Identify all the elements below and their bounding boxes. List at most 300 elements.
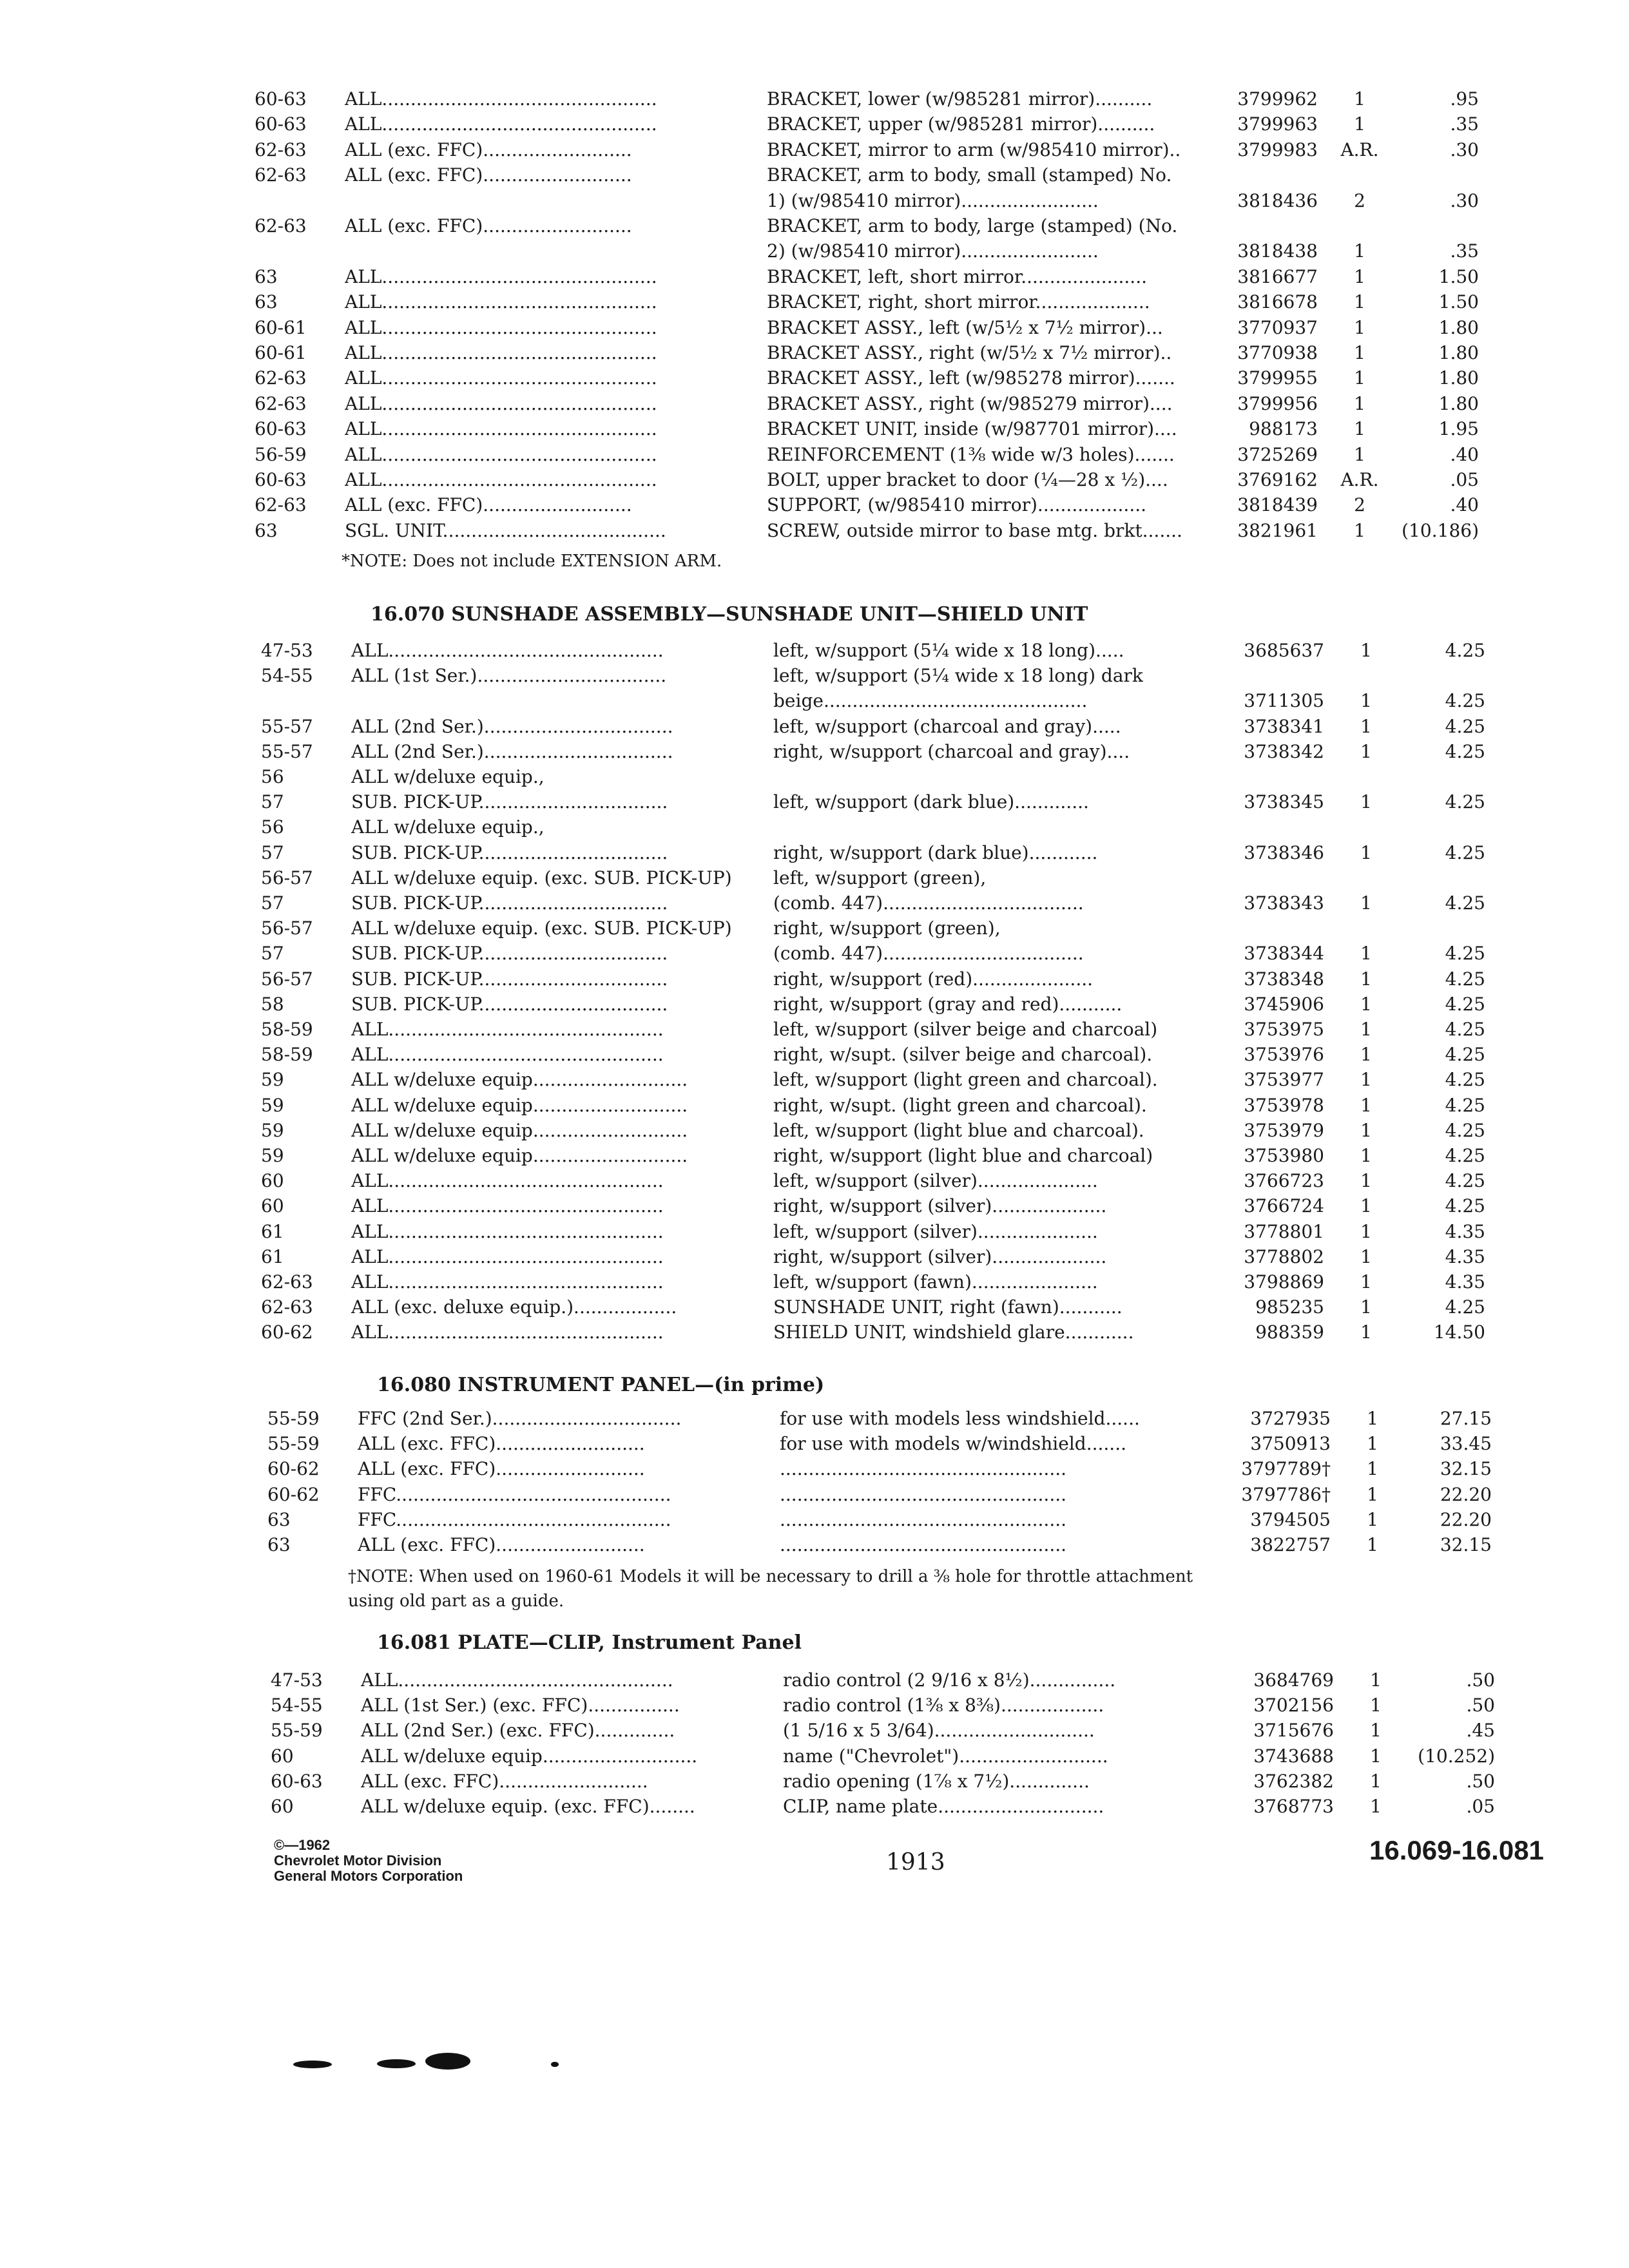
description-cell: BRACKET ASSY., left (w/5½ x 7½ mirror)...	[767, 316, 1163, 338]
year-cell: 59	[261, 1094, 284, 1116]
description-cell: SCREW, outside mirror to base mtg. brkt.......	[767, 519, 1182, 541]
description-cell: for use with models less windshield......	[780, 1408, 1140, 1429]
section-heading-16080: 16.080 INSTRUMENT PANEL—(in prime)	[377, 1374, 825, 1396]
price-cell: 1.80	[1438, 316, 1479, 338]
quantity-cell: 1	[1354, 113, 1365, 135]
parts-row	[261, 941, 1485, 966]
quantity-cell: 1	[1360, 892, 1372, 914]
part-number-cell: 3797786†	[1241, 1483, 1331, 1505]
description-cell: ..................................................	[780, 1534, 1067, 1555]
part-number-cell: 3799955	[1237, 367, 1318, 389]
quantity-cell: 1	[1367, 1508, 1378, 1530]
quantity-cell: 1	[1370, 1770, 1382, 1792]
part-number-cell: 3799956	[1237, 392, 1318, 414]
quantity-cell: 1	[1360, 993, 1372, 1015]
price-cell: 1.80	[1438, 342, 1479, 363]
description-cell: left, w/support (light blue and charcoal).	[773, 1119, 1144, 1141]
quantity-cell: 1	[1360, 1271, 1372, 1293]
quantity-cell: 1	[1354, 316, 1365, 338]
part-number-cell: 3818438	[1237, 240, 1318, 262]
model-cell: ALL................................................	[351, 1170, 664, 1192]
quantity-cell: 1	[1370, 1796, 1382, 1817]
part-number-cell: 3738346	[1244, 841, 1324, 863]
scan-smudge	[551, 2062, 559, 2067]
parts-row	[261, 1193, 1485, 1219]
year-cell: 60-63	[255, 113, 307, 135]
model-cell: SUB. PICK-UP.................................	[351, 892, 668, 914]
model-cell: SUB. PICK-UP.................................	[351, 993, 668, 1015]
model-cell: ALL................................................	[345, 367, 657, 389]
part-number-cell: 3738344	[1244, 943, 1324, 965]
part-number-cell: 3753980	[1244, 1145, 1324, 1166]
quantity-cell: 1	[1360, 740, 1372, 762]
description-cell: (1 5/16 x 5 3/64)............................	[783, 1720, 1095, 1742]
year-cell: 63	[255, 519, 278, 541]
parts-row	[261, 890, 1485, 916]
model-cell: FFC................................................	[358, 1483, 671, 1505]
part-number-cell: 988173	[1249, 418, 1318, 440]
quantity-cell: 1	[1367, 1534, 1378, 1555]
price-cell: 22.20	[1440, 1508, 1492, 1530]
year-cell: 57	[261, 892, 284, 914]
price-cell: 4.25	[1445, 640, 1485, 661]
parts-row	[255, 238, 1479, 264]
description-cell: BRACKET UNIT, inside (w/987701 mirror)....	[767, 418, 1177, 440]
description-cell: right, w/support (green),	[773, 918, 1001, 939]
quantity-cell: 1	[1360, 1195, 1372, 1217]
quantity-cell: 1	[1360, 943, 1372, 965]
year-cell: 63	[267, 1534, 291, 1555]
description-cell: BRACKET, right, short mirror....................	[767, 291, 1150, 313]
part-number-cell: 3797789†	[1241, 1458, 1331, 1480]
quantity-cell: 1	[1360, 715, 1372, 737]
description-cell: REINFORCEMENT (1⅜ wide w/3 holes).......	[767, 443, 1175, 465]
year-cell: 55-59	[267, 1433, 320, 1455]
quantity-cell: A.R.	[1340, 469, 1379, 490]
model-cell: ALL................................................	[345, 469, 657, 490]
price-cell: 4.35	[1445, 1271, 1485, 1293]
model-cell: ALL................................................	[351, 1220, 664, 1242]
model-cell: ALL w/deluxe equip.,	[351, 816, 545, 838]
quantity-cell: 1	[1367, 1458, 1378, 1480]
description-cell: for use with models w/windshield.......	[780, 1433, 1127, 1455]
model-cell: FFC................................................	[358, 1508, 671, 1530]
parts-row	[255, 442, 1479, 468]
year-cell: 60-61	[255, 316, 307, 338]
parts-row	[271, 1769, 1495, 1794]
model-cell: ALL (exc. FFC)..........................	[345, 215, 632, 236]
description-cell: 2) (w/985410 mirror)........................	[767, 240, 1099, 262]
price-cell: .50	[1466, 1695, 1495, 1716]
part-number-cell: 3799983	[1237, 139, 1318, 160]
model-cell: ALL (2nd Ser.).................................	[351, 740, 673, 762]
price-cell: 4.25	[1445, 993, 1485, 1015]
part-number-cell: 3738348	[1244, 968, 1324, 990]
model-cell: SGL. UNIT.......................................	[345, 519, 666, 541]
year-cell: 60-62	[267, 1458, 320, 1480]
price-cell: 4.35	[1445, 1220, 1485, 1242]
description-cell: left, w/support (silver).....................	[773, 1220, 1098, 1242]
description-cell: beige..............................................	[773, 690, 1088, 712]
note-extension-arm: *NOTE: Does not include EXTENSION ARM.	[342, 552, 722, 571]
parts-row	[267, 1482, 1492, 1508]
model-cell: ALL (2nd Ser.) (exc. FFC)..............	[361, 1720, 675, 1742]
description-cell: ..................................................	[780, 1458, 1067, 1480]
year-cell: 55-59	[271, 1720, 323, 1742]
year-cell: 60-63	[255, 469, 307, 490]
quantity-cell: 1	[1370, 1669, 1382, 1691]
description-cell: ..................................................	[780, 1483, 1067, 1505]
year-cell: 60	[261, 1195, 284, 1217]
quantity-cell: 2	[1354, 494, 1365, 516]
page-number: 1913	[886, 1849, 945, 1876]
year-cell: 63	[255, 291, 278, 313]
year-cell: 60-62	[261, 1321, 313, 1343]
year-cell: 61	[261, 1220, 284, 1242]
parts-row	[271, 1744, 1495, 1769]
part-number-cell: 3816677	[1237, 265, 1318, 287]
quantity-cell: 1	[1354, 519, 1365, 541]
year-cell: 59	[261, 1119, 284, 1141]
parts-row	[255, 264, 1479, 290]
description-cell: name ("Chevrolet")..........................	[783, 1745, 1108, 1767]
parts-row	[255, 492, 1479, 518]
year-cell: 62-63	[261, 1271, 313, 1293]
model-cell: ALL................................................	[351, 1019, 664, 1040]
parts-row	[261, 992, 1485, 1017]
part-number-cell: 3794505	[1250, 1508, 1331, 1530]
quantity-cell: 1	[1367, 1408, 1378, 1429]
part-number-cell: 3702156	[1253, 1695, 1334, 1716]
year-cell: 59	[261, 1069, 284, 1091]
copyright-line: ©—1962	[274, 1837, 331, 1853]
parts-row	[267, 1507, 1492, 1533]
model-cell: ALL................................................	[345, 443, 657, 465]
model-cell: ALL................................................	[345, 418, 657, 440]
parts-row	[261, 1294, 1485, 1320]
part-number-cell: 3822757	[1250, 1534, 1331, 1555]
parts-row	[261, 1269, 1485, 1295]
model-cell: ALL (1st Ser.) (exc. FFC)................	[361, 1695, 680, 1716]
year-cell: 56-57	[261, 968, 313, 990]
part-number-cell: 985235	[1255, 1296, 1324, 1318]
parts-row	[261, 1017, 1485, 1043]
parts-row	[255, 137, 1479, 163]
description-cell: left, w/support (silver beige and charcoal)	[773, 1019, 1158, 1040]
part-number-cell: 3750913	[1250, 1433, 1331, 1455]
parts-row	[261, 814, 1485, 840]
parts-row	[261, 1143, 1485, 1169]
price-cell: 1.95	[1438, 418, 1479, 440]
parts-row	[261, 1067, 1485, 1093]
part-number-cell: 3766723	[1244, 1170, 1324, 1192]
model-cell: ALL................................................	[345, 291, 657, 313]
parts-row	[261, 916, 1485, 941]
description-cell: SUNSHADE UNIT, right (fawn)...........	[773, 1296, 1123, 1318]
quantity-cell: 1	[1370, 1745, 1382, 1767]
part-number-cell: 3738343	[1244, 892, 1324, 914]
quantity-cell: A.R.	[1340, 139, 1379, 160]
price-cell: .45	[1466, 1720, 1495, 1742]
parts-row	[271, 1693, 1495, 1718]
section-heading-16070: 16.070 SUNSHADE ASSEMBLY—SUNSHADE UNIT—SHIELD UNIT	[371, 603, 1088, 626]
description-cell: ..................................................	[780, 1508, 1067, 1530]
description-cell: SUPPORT, (w/985410 mirror)...................	[767, 494, 1147, 516]
description-cell: left, w/support (charcoal and gray).....	[773, 715, 1121, 737]
year-cell: 47-53	[261, 640, 313, 661]
quantity-cell: 1	[1360, 841, 1372, 863]
part-number-cell: 3799962	[1237, 88, 1318, 110]
price-cell: .35	[1450, 113, 1479, 135]
year-cell: 62-63	[255, 494, 307, 516]
year-cell: 55-57	[261, 715, 313, 737]
price-cell: .95	[1450, 88, 1479, 110]
parts-row	[255, 162, 1479, 188]
quantity-cell: 1	[1354, 265, 1365, 287]
parts-row	[261, 1168, 1485, 1194]
year-cell: 57	[261, 943, 284, 965]
description-cell: BRACKET, arm to body, small (stamped) No.	[767, 164, 1172, 186]
description-cell: radio control (2 9/16 x 8½)...............	[783, 1669, 1116, 1691]
model-cell: ALL (1st Ser.).................................	[351, 665, 667, 687]
model-cell: SUB. PICK-UP.................................	[351, 791, 668, 813]
year-cell: 62-63	[255, 139, 307, 160]
description-cell: right, w/support (silver)....................	[773, 1245, 1107, 1267]
part-number-cell: 3738341	[1244, 715, 1324, 737]
part-number-cell: 3738345	[1244, 791, 1324, 813]
part-number-cell: 3753979	[1244, 1119, 1324, 1141]
description-cell: right, w/support (charcoal and gray)....	[773, 740, 1130, 762]
parts-row	[261, 966, 1485, 992]
price-cell: .05	[1466, 1796, 1495, 1817]
price-cell: .30	[1450, 189, 1479, 211]
quantity-cell: 1	[1360, 690, 1372, 712]
model-cell: ALL................................................	[345, 88, 657, 110]
model-cell: ALL................................................	[345, 316, 657, 338]
year-cell: 60	[271, 1745, 294, 1767]
part-number-cell: 3685637	[1244, 640, 1324, 661]
price-cell: 4.25	[1445, 715, 1485, 737]
part-number-cell: 3745906	[1244, 993, 1324, 1015]
parts-row	[267, 1431, 1492, 1457]
part-number-cell: 3711305	[1244, 690, 1324, 712]
price-cell: 4.25	[1445, 791, 1485, 813]
part-number-cell: 3770938	[1237, 342, 1318, 363]
parts-row	[255, 289, 1479, 315]
year-cell: 56-57	[261, 867, 313, 889]
model-cell: FFC (2nd Ser.).................................	[358, 1408, 682, 1429]
model-cell: ALL................................................	[345, 265, 657, 287]
quantity-cell: 1	[1354, 443, 1365, 465]
model-cell: ALL (exc. FFC)..........................	[345, 164, 632, 186]
quantity-cell: 1	[1354, 367, 1365, 389]
quantity-cell: 1	[1370, 1695, 1382, 1716]
year-cell: 58-59	[261, 1044, 313, 1066]
year-cell: 60-63	[255, 88, 307, 110]
parts-row	[261, 764, 1485, 790]
model-cell: ALL................................................	[345, 113, 657, 135]
division-line: Chevrolet Motor Division	[274, 1852, 442, 1869]
description-cell: BRACKET, upper (w/985281 mirror)..........	[767, 113, 1155, 135]
model-cell: ALL w/deluxe equip...........................	[361, 1745, 698, 1767]
year-cell: 55-59	[267, 1408, 320, 1429]
quantity-cell: 1	[1360, 640, 1372, 661]
parts-row	[261, 638, 1485, 664]
part-number-cell: 3770937	[1237, 316, 1318, 338]
model-cell: ALL................................................	[351, 1044, 664, 1066]
description-cell: left, w/support (fawn)......................	[773, 1271, 1098, 1293]
year-cell: 60-62	[267, 1483, 320, 1505]
price-cell: (10.252)	[1418, 1745, 1495, 1767]
parts-row	[255, 188, 1479, 214]
year-cell: 59	[261, 1145, 284, 1166]
description-cell: BRACKET, lower (w/985281 mirror)..........	[767, 88, 1153, 110]
model-cell: ALL w/deluxe equip. (exc. SUB. PICK-UP)	[351, 918, 732, 939]
description-cell: SHIELD UNIT, windshield glare............	[773, 1321, 1134, 1343]
year-cell: 60	[261, 1170, 284, 1192]
part-number-cell: 3727935	[1250, 1408, 1331, 1429]
year-cell: 62-63	[255, 392, 307, 414]
part-number-cell: 3798869	[1244, 1271, 1324, 1293]
year-cell: 62-63	[255, 164, 307, 186]
model-cell: ALL................................................	[361, 1669, 673, 1691]
year-cell: 56-59	[255, 443, 307, 465]
price-cell: 27.15	[1440, 1408, 1492, 1429]
price-cell: .05	[1450, 469, 1479, 490]
quantity-cell: 1	[1360, 1321, 1372, 1343]
price-cell: 4.25	[1445, 740, 1485, 762]
note-throttle: †NOTE: When used on 1960-61 Models it will be necessary to drill a ⅜ hole for throttle attachment using old part as a guide.	[348, 1567, 1193, 1611]
description-cell: radio opening (1⅞ x 7½)..............	[783, 1770, 1090, 1792]
parts-row	[261, 865, 1485, 891]
quantity-cell: 1	[1367, 1433, 1378, 1455]
part-number-cell: 3821961	[1237, 519, 1318, 541]
quantity-cell: 1	[1354, 418, 1365, 440]
quantity-cell: 1	[1360, 1245, 1372, 1267]
model-cell: SUB. PICK-UP.................................	[351, 943, 668, 965]
price-cell: 1.80	[1438, 392, 1479, 414]
model-cell: ALL................................................	[351, 1271, 664, 1293]
model-cell: ALL w/deluxe equip...........................	[351, 1145, 688, 1166]
model-cell: ALL w/deluxe equip...........................	[351, 1069, 688, 1091]
year-cell: 54-55	[261, 665, 313, 687]
corporation-line: General Motors Corporation	[274, 1868, 463, 1884]
description-cell: (comb. 447)...................................	[773, 892, 1084, 914]
description-cell: right, w/supt. (light green and charcoal).	[773, 1094, 1147, 1116]
description-cell: right, w/supt. (silver beige and charcoal).	[773, 1044, 1153, 1066]
price-cell: 4.25	[1445, 1094, 1485, 1116]
parts-row	[261, 840, 1485, 866]
model-cell: ALL................................................	[351, 1245, 664, 1267]
part-number-cell: 3753976	[1244, 1044, 1324, 1066]
quantity-cell: 1	[1354, 88, 1365, 110]
price-cell: (10.186)	[1402, 519, 1479, 541]
description-cell: left, w/support (5¼ wide x 18 long).....	[773, 640, 1124, 661]
price-cell: 22.20	[1440, 1483, 1492, 1505]
model-cell: ALL................................................	[351, 640, 664, 661]
description-cell: right, w/support (light blue and charcoal)	[773, 1145, 1153, 1166]
quantity-cell: 1	[1360, 1069, 1372, 1091]
model-cell: SUB. PICK-UP.................................	[351, 968, 668, 990]
price-cell: 4.25	[1445, 1170, 1485, 1192]
model-cell: ALL................................................	[351, 1321, 664, 1343]
parts-row	[255, 315, 1479, 341]
parts-row	[261, 789, 1485, 815]
quantity-cell: 1	[1360, 1044, 1372, 1066]
parts-row	[255, 391, 1479, 417]
year-cell: 58	[261, 993, 284, 1015]
quantity-cell: 1	[1360, 1170, 1372, 1192]
year-cell: 60-61	[255, 342, 307, 363]
part-number-cell: 3816678	[1237, 291, 1318, 313]
price-cell: 4.25	[1445, 1044, 1485, 1066]
part-number-cell: 3753977	[1244, 1069, 1324, 1091]
year-cell: 60	[271, 1796, 294, 1817]
model-cell: ALL w/deluxe equip...........................	[351, 1119, 688, 1141]
scan-smudge	[377, 2059, 416, 2068]
part-number-cell: 3818436	[1237, 189, 1318, 211]
part-number-cell: 3743688	[1253, 1745, 1334, 1767]
part-number-cell: 3762382	[1253, 1770, 1334, 1792]
part-number-cell: 3769162	[1237, 469, 1318, 490]
description-cell: radio control (1⅜ x 8⅜)..................	[783, 1695, 1104, 1716]
description-cell: right, w/support (red).....................	[773, 968, 1094, 990]
model-cell: SUB. PICK-UP.................................	[351, 841, 668, 863]
price-cell: 4.25	[1445, 943, 1485, 965]
price-cell: 1.50	[1438, 265, 1479, 287]
part-number-cell: 988359	[1255, 1321, 1324, 1343]
price-cell: 4.25	[1445, 968, 1485, 990]
description-cell: CLIP, name plate.............................	[783, 1796, 1104, 1817]
part-number-cell: 3799963	[1237, 113, 1318, 135]
model-cell: ALL w/deluxe equip. (exc. SUB. PICK-UP)	[351, 867, 732, 889]
model-cell: ALL (exc. FFC)..........................	[345, 139, 632, 160]
parts-row	[267, 1406, 1492, 1432]
model-cell: ALL (exc. FFC)..........................	[358, 1433, 645, 1455]
quantity-cell: 1	[1360, 1019, 1372, 1040]
year-cell: 61	[261, 1245, 284, 1267]
quantity-cell: 2	[1354, 189, 1365, 211]
model-cell: ALL (exc. FFC)..........................	[358, 1458, 645, 1480]
price-cell: .40	[1450, 494, 1479, 516]
description-cell: BRACKET, arm to body, large (stamped) (No.	[767, 215, 1178, 236]
description-cell: BRACKET ASSY., right (w/985279 mirror)....	[767, 392, 1173, 414]
quantity-cell: 1	[1367, 1483, 1378, 1505]
quantity-cell: 1	[1354, 240, 1365, 262]
price-cell: 14.50	[1433, 1321, 1485, 1343]
description-cell: BRACKET ASSY., right (w/5½ x 7½ mirror)..	[767, 342, 1172, 363]
model-cell: ALL (2nd Ser.).................................	[351, 715, 673, 737]
quantity-cell: 1	[1360, 1220, 1372, 1242]
year-cell: 56	[261, 766, 284, 787]
parts-row	[261, 739, 1485, 765]
quantity-cell: 1	[1360, 1296, 1372, 1318]
price-cell: 4.25	[1445, 1069, 1485, 1091]
description-cell: right, w/support (gray and red)...........	[773, 993, 1123, 1015]
parts-row	[261, 1244, 1485, 1270]
quantity-cell: 1	[1360, 1145, 1372, 1166]
year-cell: 60-63	[255, 418, 307, 440]
page-range: 16.069-16.081	[1369, 1835, 1544, 1865]
model-cell: ALL w/deluxe equip. (exc. FFC)........	[361, 1796, 695, 1817]
parts-row	[261, 1320, 1485, 1345]
year-cell: 62-63	[261, 1296, 313, 1318]
price-cell: 4.25	[1445, 1296, 1485, 1318]
model-cell: ALL (exc. FFC)..........................	[345, 494, 632, 516]
price-cell: 4.25	[1445, 1119, 1485, 1141]
year-cell: 47-53	[271, 1669, 323, 1691]
model-cell: ALL................................................	[351, 1195, 664, 1217]
